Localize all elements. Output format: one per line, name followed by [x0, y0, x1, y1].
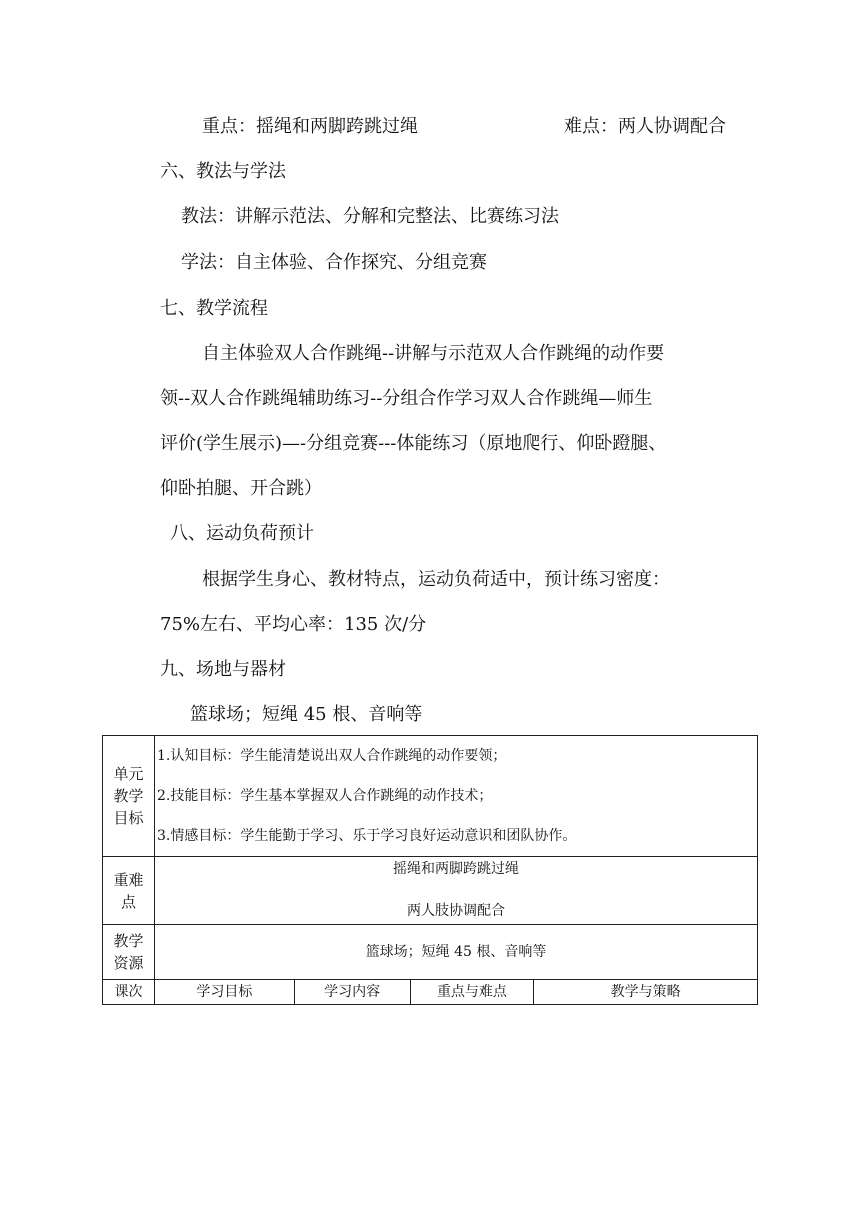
flow-line-2: 领--双人合作跳绳辅助练习--分组合作学习双人合作跳绳—师生 [160, 388, 653, 409]
unit-plan-table [102, 735, 758, 1005]
header-row [103, 980, 758, 1005]
header-strategy: 教学与策略 [534, 980, 758, 1005]
header-content: 学习内容 [294, 980, 410, 1005]
load-line-1: 根据学生身心、教材特点，运动负荷适中，预计练习密度： [202, 569, 670, 590]
difficulty-hard: 两人肢协调配合 [406, 903, 505, 919]
load-line-2: 75%左右、平均心率：135 次/分 [160, 614, 427, 635]
difficulty-cell [154, 857, 757, 925]
goal-item: 1.认知目标：学生能清楚说出双人合作跳绳的动作要领； [156, 748, 507, 764]
teaching-methods: 教法：讲解示范法、分解和完整法、比赛练习法 [181, 206, 559, 227]
flow-line-3: 评价(学生展示)—-分组竞赛---体能练习（原地爬行、仰卧蹬腿、 [160, 433, 667, 454]
header-objectives: 学习目标 [154, 980, 294, 1005]
resources-cell: 篮球场；短绳 45 根、音响等 [154, 925, 757, 980]
goal-item: 3.情感目标：学生能勤于学习、乐于学习良好运动意识和团队协作。 [156, 828, 577, 844]
difficult-point-text: 难点：两人协调配合 [564, 116, 726, 137]
difficulty-row [103, 857, 758, 925]
learning-methods: 学法：自主体验、合作探究、分组竞赛 [181, 252, 487, 273]
flow-line-4: 仰卧拍腿、开合跳） [160, 478, 322, 499]
goals-label: 单元教学目标 [103, 736, 155, 857]
header-lesson: 课次 [103, 980, 155, 1005]
section-8-title: 八、运动负荷预计 [170, 523, 314, 544]
header-key-difficult: 重点与难点 [410, 980, 534, 1005]
goal-item: 2.技能目标：学生基本掌握双人合作跳绳的动作技术； [156, 788, 493, 804]
resources-label: 教学资源 [103, 925, 155, 980]
goals-cell [154, 736, 757, 857]
flow-line-1: 自主体验双人合作跳绳--讲解与示范双人合作跳绳的动作要 [202, 343, 665, 364]
difficulty-label: 重难点 [103, 857, 155, 925]
resources-row [103, 925, 758, 980]
section-9-title: 九、场地与器材 [160, 659, 286, 680]
venue-equipment: 篮球场；短绳 45 根、音响等 [190, 704, 423, 725]
section-6-title: 六、教法与学法 [160, 161, 286, 182]
goals-row [103, 736, 758, 857]
section-7-title: 七、教学流程 [160, 298, 268, 319]
difficulty-key: 摇绳和两脚跨跳过绳 [392, 861, 519, 877]
key-points-line [202, 115, 726, 139]
key-point-text: 重点：摇绳和两脚跨跳过绳 [202, 116, 418, 137]
